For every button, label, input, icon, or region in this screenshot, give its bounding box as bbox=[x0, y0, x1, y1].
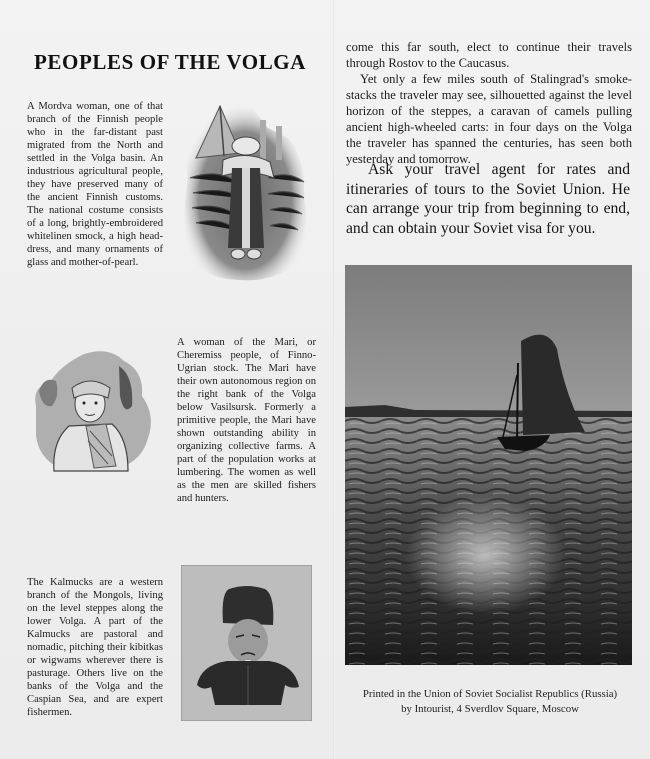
kalmuck-man-illustration bbox=[181, 565, 312, 721]
kalmuck-description: The Kalmucks are a western branch of the Mongols, living on the level steppes along the lower Volga. A part of the Kalmucks are pastoral and nomadic, pitching their kibitkas or wigwams wherever there is pasturage. Others live on the banks of the Volga and the Caspian Sea, and are expert fishermen. bbox=[27, 577, 163, 718]
mordva-description: A Mordva woman, one of that branch of the Finnish people who in the far-distant past migrated from the North and settled in the Volga basin. An industrious agricultural people, they have preserved many of the ancient Finnish customs. The national costume consists of a long, brightly-embroidered whitelinen smock, a high head-dress, and many ornaments of glass and mother-of-pearl. bbox=[27, 101, 163, 268]
page-title: PEOPLES OF THE VOLGA bbox=[34, 50, 306, 74]
page-fold bbox=[333, 0, 335, 759]
imprint bbox=[340, 687, 640, 717]
travel-text bbox=[346, 39, 632, 167]
travel-agent-callout: Ask your travel agent for rates and itineraries of tours to the Soviet Union. He can arrange your trip from beginning to end, and can obtain your Soviet visa for you. bbox=[346, 161, 630, 237]
travel-paragraph-2: Yet only a few miles south of Stalingrad's smoke-stacks the traveler may see, silhouetted against the level horizon of the steppes, a caravan of camels pulling ancient high-wheeled carts: in four days on the Volga the traveler has spanned the centuries, has seen both yesterday and tomorrow. bbox=[346, 72, 632, 166]
travel-paragraph-1: come this far south, elect to continue their travels through Rostov to the Caucasus. bbox=[346, 40, 632, 70]
mari-description: A woman of the Mari, or Cheremiss people, of Finno-Ugrian stock. The Mari have their own autonomous region on the right bank of the Volga below Vasilsursk. Formerly a primitive people, the Mari have shown outstanding ability in organizing collective farms. A part of the population works at lumbering. The women as well as the men are skilled fishers and hunters. bbox=[177, 337, 316, 504]
volga-sailboat-photo bbox=[345, 265, 632, 665]
mordva-woman-illustration bbox=[178, 98, 313, 283]
imprint-line-2: by Intourist, 4 Sverdlov Square, Moscow bbox=[401, 703, 579, 715]
imprint-line-1: Printed in the Union of Soviet Socialist Republics (Russia) bbox=[362, 688, 618, 700]
mari-woman-illustration bbox=[24, 346, 159, 474]
